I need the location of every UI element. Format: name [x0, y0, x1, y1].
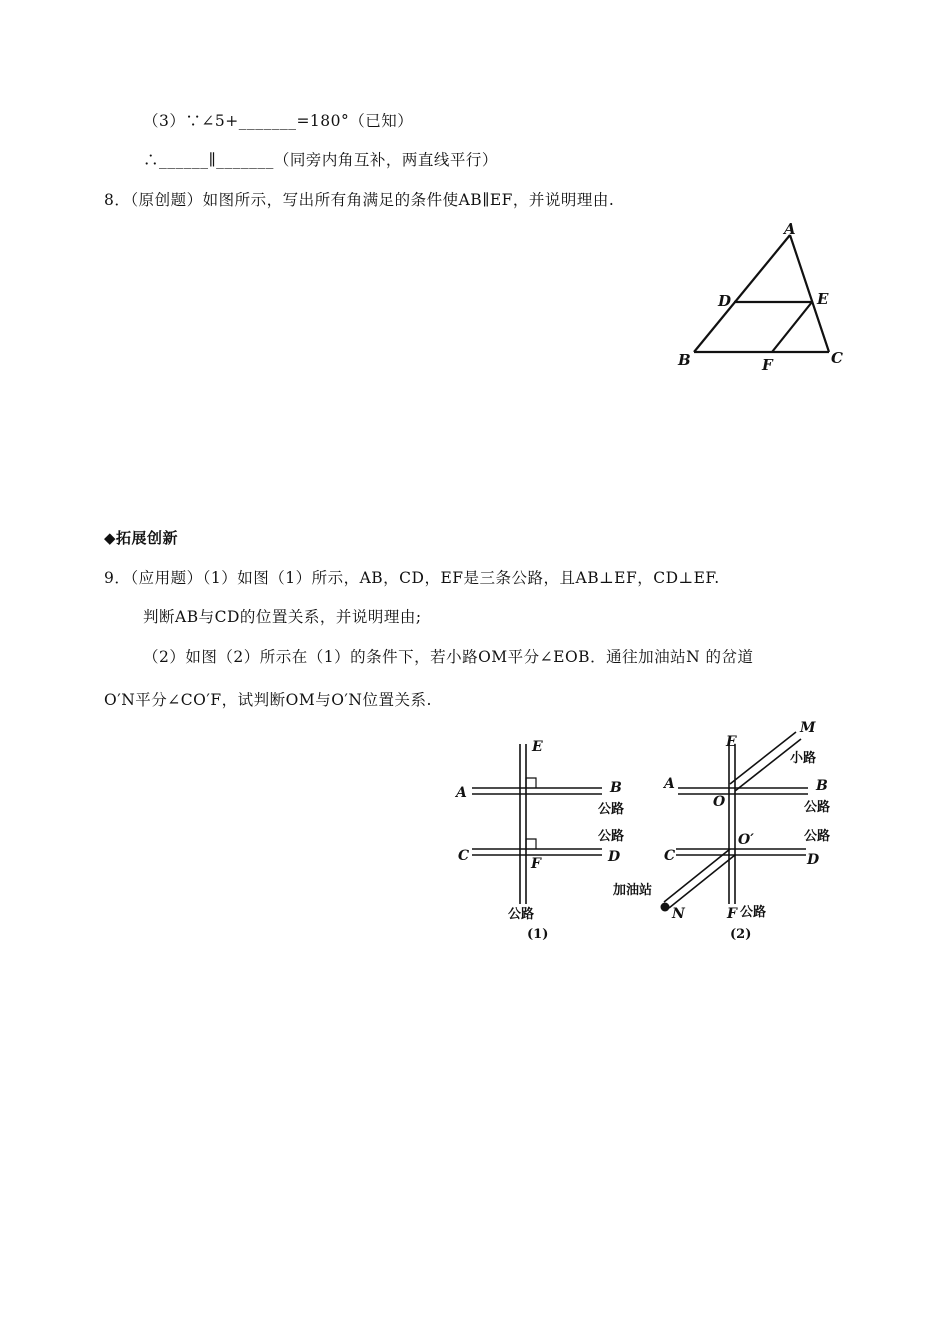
fig1-label-d: D [608, 849, 621, 865]
label-d: D [718, 292, 732, 310]
q8-triangle-figure [670, 218, 860, 378]
fig2-label-d: D [807, 852, 820, 868]
fig2-label-a: A [664, 776, 675, 792]
section-title: ◆拓展创新 [104, 529, 179, 547]
fig1-label-f: F [531, 856, 541, 872]
segment-ef [772, 302, 812, 352]
label-e: E [817, 290, 829, 308]
label-c: C [831, 349, 843, 367]
fig1-road-ef: 公路 [508, 907, 535, 922]
fig1-road-ab: 公路 [598, 802, 625, 817]
segment-ab [694, 235, 790, 352]
fig2-label-o-prime: O′ [738, 832, 754, 848]
fig2-caption: (2) [730, 927, 752, 942]
fig1-label-b: B [610, 780, 622, 796]
label-a: A [784, 220, 796, 238]
q9-line1: 9．（应用题）（1）如图（1）所示，AB，CD，EF是三条公路，且AB⊥EF，CD⊥EF. [104, 569, 720, 587]
fig1-road-cd: 公路 [598, 829, 625, 844]
fig2-label-o: O [713, 794, 726, 810]
figure-1 [454, 739, 624, 942]
figure-2 [613, 720, 830, 942]
fig2-label-e: E [726, 734, 737, 750]
fig2-path-label: 小路 [790, 751, 817, 766]
fig2-label-c: C [664, 848, 676, 864]
fig1-label-e: E [532, 739, 543, 755]
gas-station-dot [661, 903, 670, 912]
q9-roads-figure [450, 718, 850, 948]
fig2-road-ab: 公路 [804, 800, 831, 815]
q9-line3: （2）如图（2）所示在（1）的条件下，若小路OM平分∠EOB．通往加油站N 的岔道 [143, 648, 754, 666]
q9-line2: 判断AB与CD的位置关系，并说明理由; [143, 608, 422, 626]
fig1-caption: (1) [527, 927, 549, 942]
fig2-label-b: B [816, 778, 828, 794]
fig2-station-label: 加油站 [613, 883, 653, 898]
fig2-road-ef: 公路 [740, 905, 767, 920]
q8-question: 8．（原创题）如图所示，写出所有角满足的条件使AB∥EF，并说明理由. [104, 191, 615, 209]
q7-part3-line1: （3）∵∠5+_______=180°（已知） [143, 112, 414, 130]
fig1-label-c: C [458, 848, 470, 864]
fig2-road-cd: 公路 [804, 829, 831, 844]
label-f: F [762, 356, 773, 374]
q9-line4: O′N平分∠CO′F，试判断OM与O′N位置关系. [104, 691, 432, 709]
fig2-label-m: M [800, 720, 816, 736]
fig1-label-a: A [456, 785, 467, 801]
fig2-label-n: N [672, 906, 685, 922]
label-b: B [678, 351, 691, 369]
q7-part3-line2: ∴______∥_______（同旁内角互补，两直线平行） [143, 151, 498, 169]
fig2-label-f: F [727, 906, 737, 922]
